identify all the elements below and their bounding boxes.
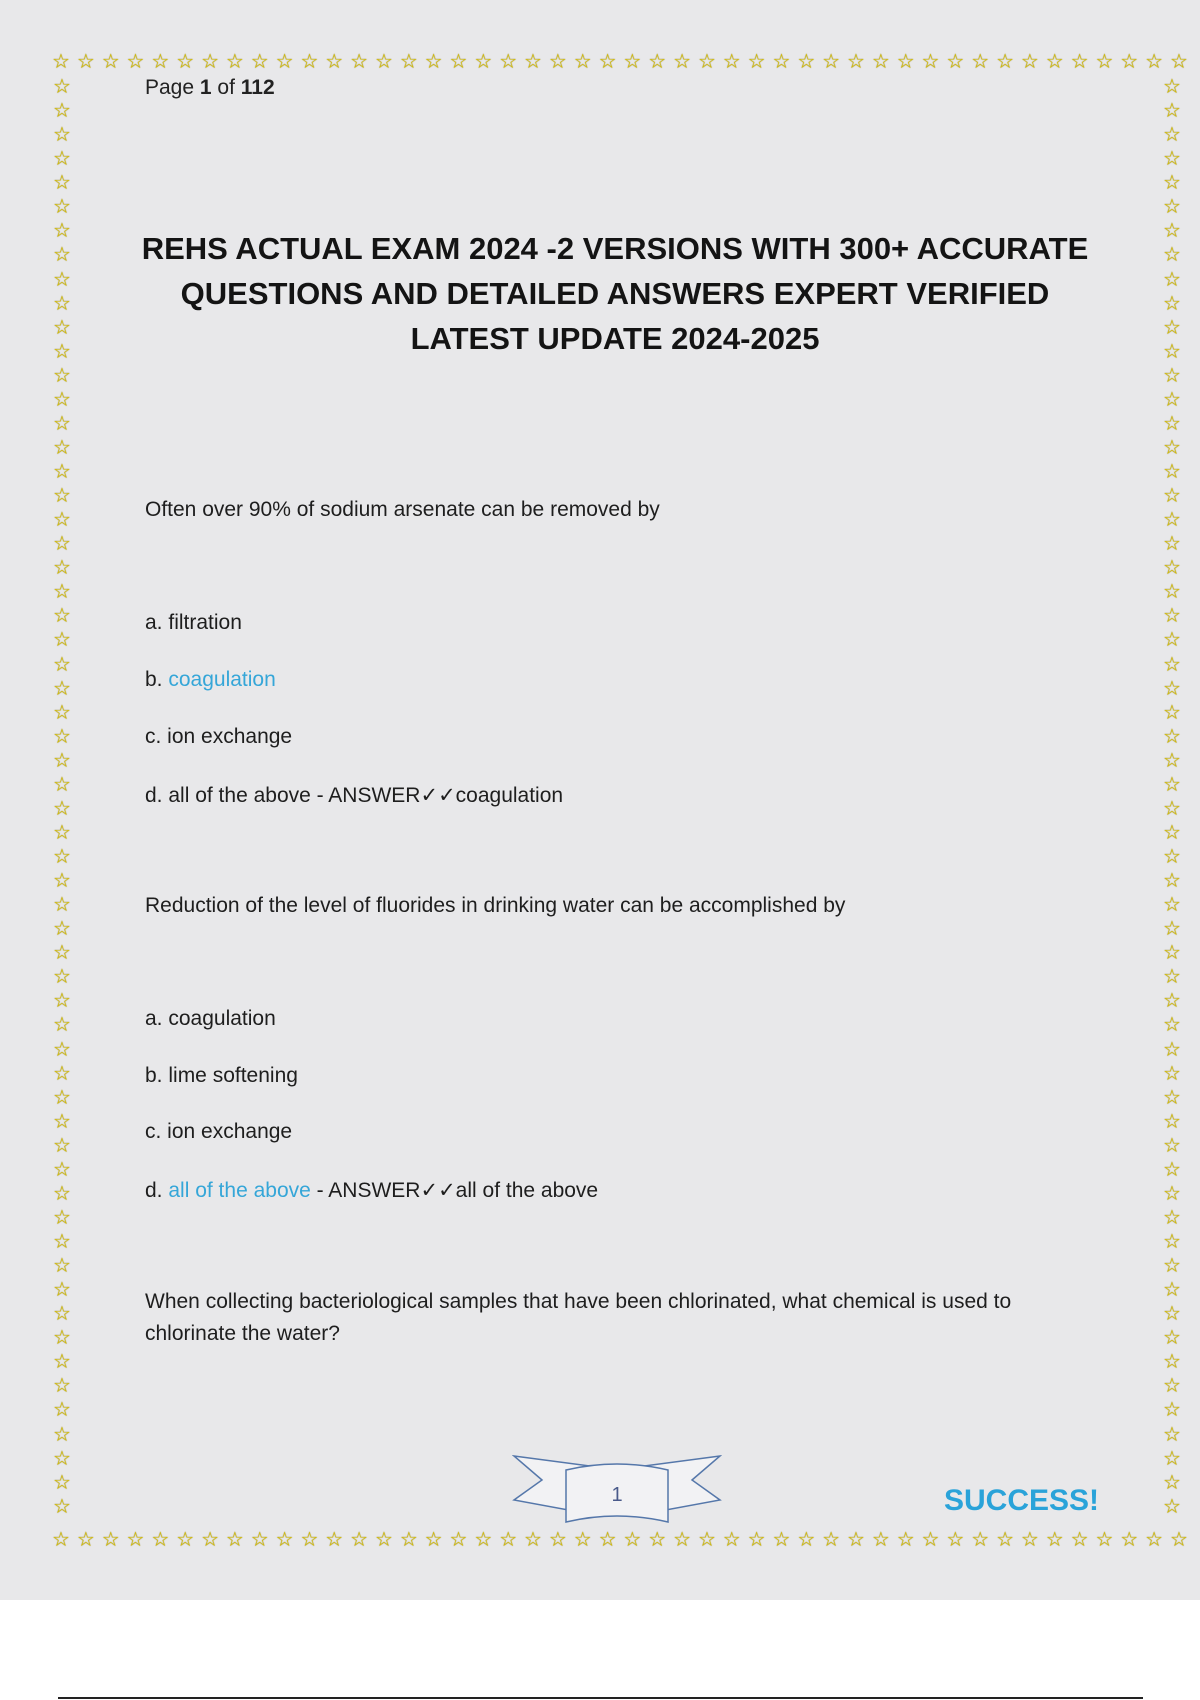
star-icon: ☆ xyxy=(1163,940,1181,965)
star-icon: ☆ xyxy=(350,49,369,73)
star-icon: ☆ xyxy=(822,1527,841,1551)
star-icon: ☆ xyxy=(1163,266,1181,291)
star-icon: ☆ xyxy=(1163,675,1181,700)
star-icon: ☆ xyxy=(201,49,219,73)
star-icon: ☆ xyxy=(1163,362,1181,387)
question-2-text: Reduction of the level of fluorides in drinking water can be accomplished by xyxy=(145,894,846,917)
star-icon: ☆ xyxy=(1163,892,1181,917)
star-icon: ☆ xyxy=(548,1527,567,1551)
star-icon: ☆ xyxy=(1163,771,1181,796)
star-icon: ☆ xyxy=(53,1277,71,1302)
star-icon: ☆ xyxy=(53,1397,71,1422)
star-icon: ☆ xyxy=(1163,146,1181,171)
star-icon: ☆ xyxy=(1163,1132,1181,1157)
star-icon: ☆ xyxy=(1145,1527,1164,1551)
star-border-bottom xyxy=(52,1527,1188,1551)
star-icon: ☆ xyxy=(1163,290,1181,315)
star-icon: ☆ xyxy=(53,266,71,291)
star-icon: ☆ xyxy=(1045,1527,1064,1551)
document-title: REHS ACTUAL EXAM 2024 -2 VERSIONS WITH 300+ ACCURATE QUESTIONS AND DETAILED ANSWERS EXPERT VERIFIED LATEST UPDATE 2024-2025 xyxy=(141,231,1089,356)
star-border-left xyxy=(50,76,74,1516)
star-icon: ☆ xyxy=(53,1325,71,1350)
star-icon: ☆ xyxy=(53,627,71,652)
star-icon: ☆ xyxy=(971,49,990,73)
star-icon: ☆ xyxy=(747,49,766,73)
star-icon: ☆ xyxy=(871,1527,890,1551)
star-icon: ☆ xyxy=(524,49,542,73)
star-icon: ☆ xyxy=(250,1527,269,1551)
star-icon: ☆ xyxy=(623,1527,642,1551)
star-icon: ☆ xyxy=(797,1527,816,1551)
star-icon: ☆ xyxy=(474,1527,493,1551)
star-icon: ☆ xyxy=(350,1527,369,1551)
star-icon: ☆ xyxy=(722,1527,741,1551)
star-icon: ☆ xyxy=(53,1445,71,1470)
question-2-option-a: a. coagulation xyxy=(145,1007,276,1030)
star-icon: ☆ xyxy=(896,49,915,73)
star-icon: ☆ xyxy=(53,1421,71,1446)
star-icon: ☆ xyxy=(1163,1180,1181,1205)
star-icon: ☆ xyxy=(101,1527,120,1551)
star-icon: ☆ xyxy=(53,868,71,893)
star-icon: ☆ xyxy=(300,49,319,73)
star-icon: ☆ xyxy=(53,699,71,724)
star-icon: ☆ xyxy=(151,49,170,73)
star-icon: ☆ xyxy=(1163,194,1181,219)
star-icon: ☆ xyxy=(1163,1421,1181,1446)
star-icon: ☆ xyxy=(53,603,71,628)
star-icon: ☆ xyxy=(126,49,145,73)
star-icon: ☆ xyxy=(1163,483,1181,508)
star-icon: ☆ xyxy=(53,1229,71,1253)
star-icon: ☆ xyxy=(53,1012,71,1037)
star-icon: ☆ xyxy=(921,49,940,73)
star-icon: ☆ xyxy=(449,1527,468,1551)
star-icon: ☆ xyxy=(1163,988,1181,1013)
star-icon: ☆ xyxy=(1163,314,1181,339)
star-icon: ☆ xyxy=(648,49,667,73)
star-icon: ☆ xyxy=(1163,723,1181,748)
star-icon: ☆ xyxy=(1163,603,1181,628)
star-icon: ☆ xyxy=(1163,1229,1181,1253)
star-icon: ☆ xyxy=(524,1527,542,1551)
star-icon: ☆ xyxy=(53,1132,71,1157)
star-icon: ☆ xyxy=(1163,579,1181,604)
star-icon: ☆ xyxy=(772,49,791,73)
star-icon: ☆ xyxy=(1095,1527,1114,1551)
star-icon: ☆ xyxy=(53,314,71,339)
star-icon: ☆ xyxy=(53,194,71,219)
star-icon: ☆ xyxy=(53,1084,71,1109)
star-icon: ☆ xyxy=(896,1527,915,1551)
star-icon: ☆ xyxy=(53,651,71,676)
star-icon: ☆ xyxy=(1163,74,1181,98)
star-icon: ☆ xyxy=(1070,49,1089,73)
star-icon: ☆ xyxy=(1163,819,1181,844)
highlighted-answer: all of the above xyxy=(168,1179,311,1202)
star-icon: ☆ xyxy=(53,1060,71,1085)
star-icon: ☆ xyxy=(1163,1397,1181,1422)
star-icon: ☆ xyxy=(53,1493,71,1518)
star-icon: ☆ xyxy=(772,1527,791,1551)
star-icon: ☆ xyxy=(847,1527,865,1551)
star-icon: ☆ xyxy=(1163,1277,1181,1302)
star-icon: ☆ xyxy=(1163,1373,1181,1398)
star-icon: ☆ xyxy=(1163,1253,1181,1278)
star-icon: ☆ xyxy=(1045,49,1064,73)
star-icon: ☆ xyxy=(325,1527,344,1551)
question-3-text: When collecting bacteriological samples that have been chlorinated, what chemical is used to chlorinate the water? xyxy=(145,1290,1012,1345)
star-icon: ☆ xyxy=(225,1527,244,1551)
star-icon: ☆ xyxy=(53,1108,71,1133)
star-icon: ☆ xyxy=(53,122,71,147)
star-icon: ☆ xyxy=(374,1527,393,1551)
star-icon: ☆ xyxy=(53,1180,71,1205)
star-icon: ☆ xyxy=(176,49,195,73)
star-icon: ☆ xyxy=(53,74,71,98)
star-icon: ☆ xyxy=(1163,964,1181,989)
star-icon: ☆ xyxy=(946,49,965,73)
star-icon: ☆ xyxy=(399,1527,418,1551)
star-icon: ☆ xyxy=(53,819,71,844)
star-icon: ☆ xyxy=(1163,122,1181,147)
star-icon: ☆ xyxy=(573,1527,592,1551)
star-icon: ☆ xyxy=(673,1527,692,1551)
star-icon: ☆ xyxy=(53,170,71,195)
star-icon: ☆ xyxy=(1120,49,1139,73)
star-icon: ☆ xyxy=(53,483,71,508)
star-icon: ☆ xyxy=(53,940,71,965)
star-icon: ☆ xyxy=(53,1349,71,1374)
star-icon: ☆ xyxy=(53,916,71,941)
star-icon: ☆ xyxy=(697,1527,716,1551)
star-icon: ☆ xyxy=(623,49,642,73)
star-icon: ☆ xyxy=(1163,916,1181,941)
star-icon: ☆ xyxy=(1120,1527,1139,1551)
star-icon: ☆ xyxy=(1163,410,1181,435)
star-icon: ☆ xyxy=(747,1527,766,1551)
page-current: 1 xyxy=(199,76,212,99)
star-icon: ☆ xyxy=(1020,1527,1039,1551)
star-icon: ☆ xyxy=(1163,1301,1181,1326)
star-icon: ☆ xyxy=(1163,651,1181,676)
star-icon: ☆ xyxy=(1145,49,1164,73)
star-icon: ☆ xyxy=(176,1527,195,1551)
star-icon: ☆ xyxy=(53,795,71,820)
star-icon: ☆ xyxy=(53,242,71,267)
star-icon: ☆ xyxy=(53,218,71,243)
star-icon: ☆ xyxy=(275,1527,294,1551)
star-icon: ☆ xyxy=(1163,338,1181,363)
star-icon: ☆ xyxy=(797,49,816,73)
star-icon: ☆ xyxy=(1070,1527,1089,1551)
question-2-option-d: d. all of the above - ANSWER✓✓all of the above xyxy=(145,1179,599,1202)
star-icon: ☆ xyxy=(53,1204,71,1229)
star-icon: ☆ xyxy=(1020,49,1039,73)
star-icon: ☆ xyxy=(673,49,692,73)
star-icon: ☆ xyxy=(201,1527,219,1551)
question-1-option-d: d. all of the above - ANSWER✓✓coagulation xyxy=(145,784,564,807)
star-icon: ☆ xyxy=(996,1527,1014,1551)
page-counter: Page 1 of 112 xyxy=(145,76,275,99)
star-icon: ☆ xyxy=(399,49,418,73)
page-footer-number: 1 xyxy=(611,1484,623,1506)
star-icon: ☆ xyxy=(275,49,294,73)
star-icon: ☆ xyxy=(1163,459,1181,483)
star-icon: ☆ xyxy=(300,1527,319,1551)
star-icon: ☆ xyxy=(53,579,71,604)
star-icon: ☆ xyxy=(53,338,71,363)
star-icon: ☆ xyxy=(53,146,71,171)
star-icon: ☆ xyxy=(53,98,71,123)
star-icon: ☆ xyxy=(250,49,269,73)
star-icon: ☆ xyxy=(53,1036,71,1061)
star-icon: ☆ xyxy=(76,1527,95,1551)
star-icon: ☆ xyxy=(697,49,716,73)
star-icon: ☆ xyxy=(1163,1012,1181,1037)
star-icon: ☆ xyxy=(1163,1445,1181,1470)
star-icon: ☆ xyxy=(474,49,493,73)
star-icon: ☆ xyxy=(53,964,71,989)
star-icon: ☆ xyxy=(1163,170,1181,195)
question-1-option-a: a. filtration xyxy=(145,611,242,634)
star-icon: ☆ xyxy=(499,49,518,73)
star-border-right xyxy=(1160,76,1184,1516)
star-icon: ☆ xyxy=(76,49,95,73)
star-icon: ☆ xyxy=(1163,627,1181,652)
star-icon: ☆ xyxy=(53,386,71,411)
star-icon: ☆ xyxy=(424,49,443,73)
star-icon: ☆ xyxy=(424,1527,443,1551)
star-icon: ☆ xyxy=(1163,218,1181,243)
star-icon: ☆ xyxy=(449,49,468,73)
star-icon: ☆ xyxy=(1163,1036,1181,1061)
star-icon: ☆ xyxy=(53,747,71,772)
star-icon: ☆ xyxy=(1163,242,1181,267)
question-1-text: Often over 90% of sodium arsenate can be removed by xyxy=(145,498,660,521)
star-icon: ☆ xyxy=(1169,1527,1188,1551)
star-icon: ☆ xyxy=(1163,1493,1181,1518)
star-icon: ☆ xyxy=(1163,434,1181,459)
question-1-option-b: b. coagulation xyxy=(145,668,276,691)
star-icon: ☆ xyxy=(53,771,71,796)
star-icon: ☆ xyxy=(53,410,71,435)
star-icon: ☆ xyxy=(53,290,71,315)
star-icon: ☆ xyxy=(374,49,393,73)
star-icon: ☆ xyxy=(1163,507,1181,532)
star-icon: ☆ xyxy=(53,844,71,868)
star-icon: ☆ xyxy=(101,49,120,73)
star-icon: ☆ xyxy=(53,434,71,459)
star-icon: ☆ xyxy=(822,49,841,73)
star-icon: ☆ xyxy=(53,1156,71,1181)
star-icon: ☆ xyxy=(151,1527,170,1551)
star-icon: ☆ xyxy=(53,675,71,700)
star-icon: ☆ xyxy=(53,362,71,387)
star-icon: ☆ xyxy=(53,555,71,580)
star-icon: ☆ xyxy=(53,459,71,483)
question-2-option-b: b. lime softening xyxy=(145,1064,298,1087)
star-icon: ☆ xyxy=(971,1527,990,1551)
star-icon: ☆ xyxy=(1163,1349,1181,1374)
star-icon: ☆ xyxy=(996,49,1014,73)
star-icon: ☆ xyxy=(325,49,344,73)
star-icon: ☆ xyxy=(1163,844,1181,868)
star-icon: ☆ xyxy=(1163,1084,1181,1109)
star-icon: ☆ xyxy=(53,1469,71,1494)
star-icon: ☆ xyxy=(648,1527,667,1551)
star-border-top xyxy=(52,49,1188,73)
star-icon: ☆ xyxy=(53,531,71,556)
question-2-option-c: c. ion exchange xyxy=(145,1120,293,1143)
bottom-divider xyxy=(58,1697,1143,1699)
star-icon: ☆ xyxy=(53,892,71,917)
star-icon: ☆ xyxy=(921,1527,940,1551)
star-icon: ☆ xyxy=(126,1527,145,1551)
star-icon: ☆ xyxy=(1095,49,1114,73)
star-icon: ☆ xyxy=(53,1373,71,1398)
highlighted-answer: coagulation xyxy=(168,668,276,691)
star-icon: ☆ xyxy=(1163,531,1181,556)
star-icon: ☆ xyxy=(573,49,592,73)
star-icon: ☆ xyxy=(847,49,865,73)
star-icon: ☆ xyxy=(1163,1060,1181,1085)
question-1-option-c: c. ion exchange xyxy=(145,725,293,748)
star-icon: ☆ xyxy=(1163,1469,1181,1494)
star-icon: ☆ xyxy=(1163,1204,1181,1229)
star-icon: ☆ xyxy=(598,49,617,73)
star-icon: ☆ xyxy=(53,988,71,1013)
star-icon: ☆ xyxy=(1163,555,1181,580)
star-icon: ☆ xyxy=(871,49,890,73)
star-icon: ☆ xyxy=(53,1253,71,1278)
star-icon: ☆ xyxy=(53,507,71,532)
star-icon: ☆ xyxy=(1163,98,1181,123)
star-icon: ☆ xyxy=(1163,1108,1181,1133)
star-icon: ☆ xyxy=(722,49,741,73)
star-icon: ☆ xyxy=(1163,868,1181,893)
star-icon: ☆ xyxy=(53,1301,71,1326)
star-icon: ☆ xyxy=(52,49,70,73)
star-icon: ☆ xyxy=(1163,1325,1181,1350)
star-icon: ☆ xyxy=(1163,1156,1181,1181)
star-icon: ☆ xyxy=(1163,747,1181,772)
star-icon: ☆ xyxy=(548,49,567,73)
star-icon: ☆ xyxy=(946,1527,965,1551)
star-icon: ☆ xyxy=(1163,795,1181,820)
star-icon: ☆ xyxy=(1163,386,1181,411)
star-icon: ☆ xyxy=(52,1527,70,1551)
star-icon: ☆ xyxy=(499,1527,518,1551)
page-total: 112 xyxy=(240,76,275,99)
star-icon: ☆ xyxy=(1169,49,1188,73)
star-icon: ☆ xyxy=(225,49,244,73)
success-label: SUCCESS! xyxy=(944,1484,1100,1517)
star-icon: ☆ xyxy=(598,1527,617,1551)
star-icon: ☆ xyxy=(1163,699,1181,724)
star-icon: ☆ xyxy=(53,723,71,748)
